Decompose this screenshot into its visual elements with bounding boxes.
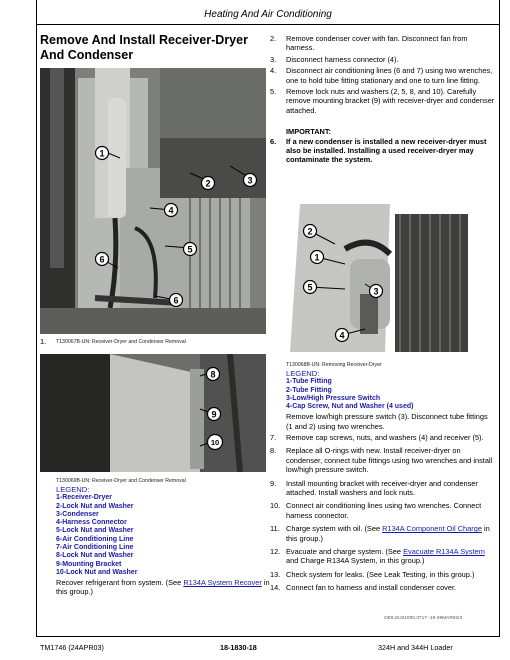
step-12: 12. Evacuate and charge system. (See Evacuate R134A System and Charge R134A System, in this group.) (270, 547, 485, 566)
svg-text:4: 4 (168, 205, 174, 216)
recover-link[interactable]: R134A System Recover (183, 578, 262, 588)
legend-item: 10-Lock Nut and Washer (56, 568, 138, 576)
step-5: 5. Remove lock nuts and washers (2, 5, 8, and 10). Carefully remove mounting bracket (9) with receiver-dryer and condenser attached. (270, 87, 495, 115)
right-border (499, 0, 500, 636)
legend-heading: LEGEND: (56, 485, 90, 494)
photo-3-legend (56, 486, 271, 596)
footer-left: TM1746 (24APR03) (40, 643, 104, 652)
step-14: 14. Connect fan to harness and install condenser cover. (270, 583, 457, 593)
important-label: IMPORTANT: (286, 127, 332, 137)
document-code: OE8,SU01000,3717 -19-29MAR02/3 (384, 616, 463, 621)
step-9: 9. Install mounting bracket with receiver-dryer and condenser attached. Install washers and lock nuts. (270, 478, 478, 498)
svg-text:5: 5 (307, 282, 313, 293)
step-6: 6. If a new condenser is installed a new receiver-dryer must also be installed. Installing a used receiver-dryer may contaminate the system. (270, 136, 487, 165)
photo-3-illustration (40, 354, 266, 472)
svg-text:3: 3 (247, 175, 253, 186)
svg-text:10: 10 (210, 438, 220, 447)
footer-rule (36, 636, 500, 637)
header-rule (36, 24, 500, 25)
oil-charge-link[interactable]: R134A Component Oil Charge (382, 524, 482, 534)
recover-refrigerant-text: Recover refrigerant from system. (See R134A System Recover in this group.) (56, 578, 270, 597)
legend-item: 8-Lock Nut and Washer (56, 552, 134, 560)
page-header: Heating And Air Conditioning (204, 9, 332, 20)
step-3: 3. Disconnect harness connector (4). (270, 54, 399, 64)
legend-item: 1-Receiver-Dryer (56, 494, 113, 502)
svg-text:3: 3 (373, 286, 379, 297)
section-title: Remove And Install Receiver-Dryer And Condenser (40, 33, 248, 62)
svg-text:8: 8 (210, 369, 216, 380)
steps-bottom (270, 433, 495, 593)
photo-1-step-number: 1. (40, 337, 47, 346)
step-8: 8. Replace all O-rings with new. Install receiver-dryer on condenser, connect tube fittings using two wrenches and install low/high pressure switch. (270, 446, 493, 475)
legend-item: 9-Mounting Bracket (56, 560, 122, 568)
svg-text:2: 2 (205, 178, 211, 189)
legend-item: 6-Air Conditioning Line (56, 535, 134, 543)
legend-item: 3-Condenser (56, 510, 99, 518)
photo-2-legend (286, 370, 496, 431)
step-7: 7. Remove cap screws, nuts, and washers (4) and receiver (5). (270, 433, 484, 442)
svg-text:4: 4 (339, 330, 345, 341)
svg-text:6: 6 (99, 254, 105, 265)
evacuate-link[interactable]: Evacuate R134A System (403, 547, 485, 557)
svg-text:6: 6 (173, 295, 179, 306)
step-4: 4. Disconnect air conditioning lines (6 and 7) using two wrenches, one to hold tube fitting stationary and one to turn line fitting. (270, 66, 493, 85)
step-2: 2. Remove condenser cover with fan. Disconnect fan from harness. (270, 34, 468, 53)
svg-text:9: 9 (211, 409, 217, 420)
step-13: 13. Check system for leaks. (See Leak Testing, in this group.) (270, 569, 475, 579)
step-10: 10. Connect air conditioning lines using two wrenches. Connect harness connector. (270, 501, 482, 520)
legend-item: 3-Low/High Pressure Switch (286, 394, 381, 402)
photo-2-text: Remove low/high pressure switch (3). Disconnect tube fittings (1 and 2) using two wrenches. (286, 412, 488, 431)
legend-item: 7-Air Conditioning Line (56, 544, 134, 552)
footer-right: 324H and 344H Loader (378, 643, 453, 652)
photo-1-caption: T130067B-UN: Receiver-Dryer and Condenser Removal (56, 339, 186, 345)
legend-item: 5-Lock Nut and Washer (56, 527, 134, 535)
step-11: 11. Charge system with oil. (See R134A Component Oil Charge in this group.) (270, 524, 490, 543)
legend-item: 1-Tube Fitting (286, 378, 332, 386)
photo-1-illustration (40, 68, 266, 334)
photo-2-illustration (290, 204, 468, 352)
footer-center: 18-1830-18 (220, 643, 257, 652)
photo-removing-receiver-dryer (290, 204, 468, 352)
photo-receiver-dryer-condenser-removal-2 (40, 354, 266, 472)
photo-receiver-dryer-condenser-removal (40, 68, 266, 334)
photo-2-caption: T130068B-UN: Removing Receiver-Dryer (286, 362, 382, 368)
legend-item: 2-Tube Fitting (286, 386, 332, 394)
svg-text:2: 2 (307, 226, 313, 237)
legend-heading: LEGEND: (286, 369, 320, 378)
legend-item: 4-Harness Connector (56, 519, 127, 527)
steps-top (270, 34, 495, 165)
legend-item: 2-Lock Nut and Washer (56, 502, 134, 510)
svg-text:1: 1 (99, 148, 105, 159)
legend-item: 4-Cap Screw, Nut and Washer (4 used) (286, 403, 414, 411)
photo-3-caption: T130069B-UN: Receiver-Dryer and Condenser Removal (56, 478, 186, 484)
left-border (36, 0, 37, 636)
svg-text:1: 1 (314, 252, 320, 263)
svg-text:5: 5 (187, 244, 193, 255)
